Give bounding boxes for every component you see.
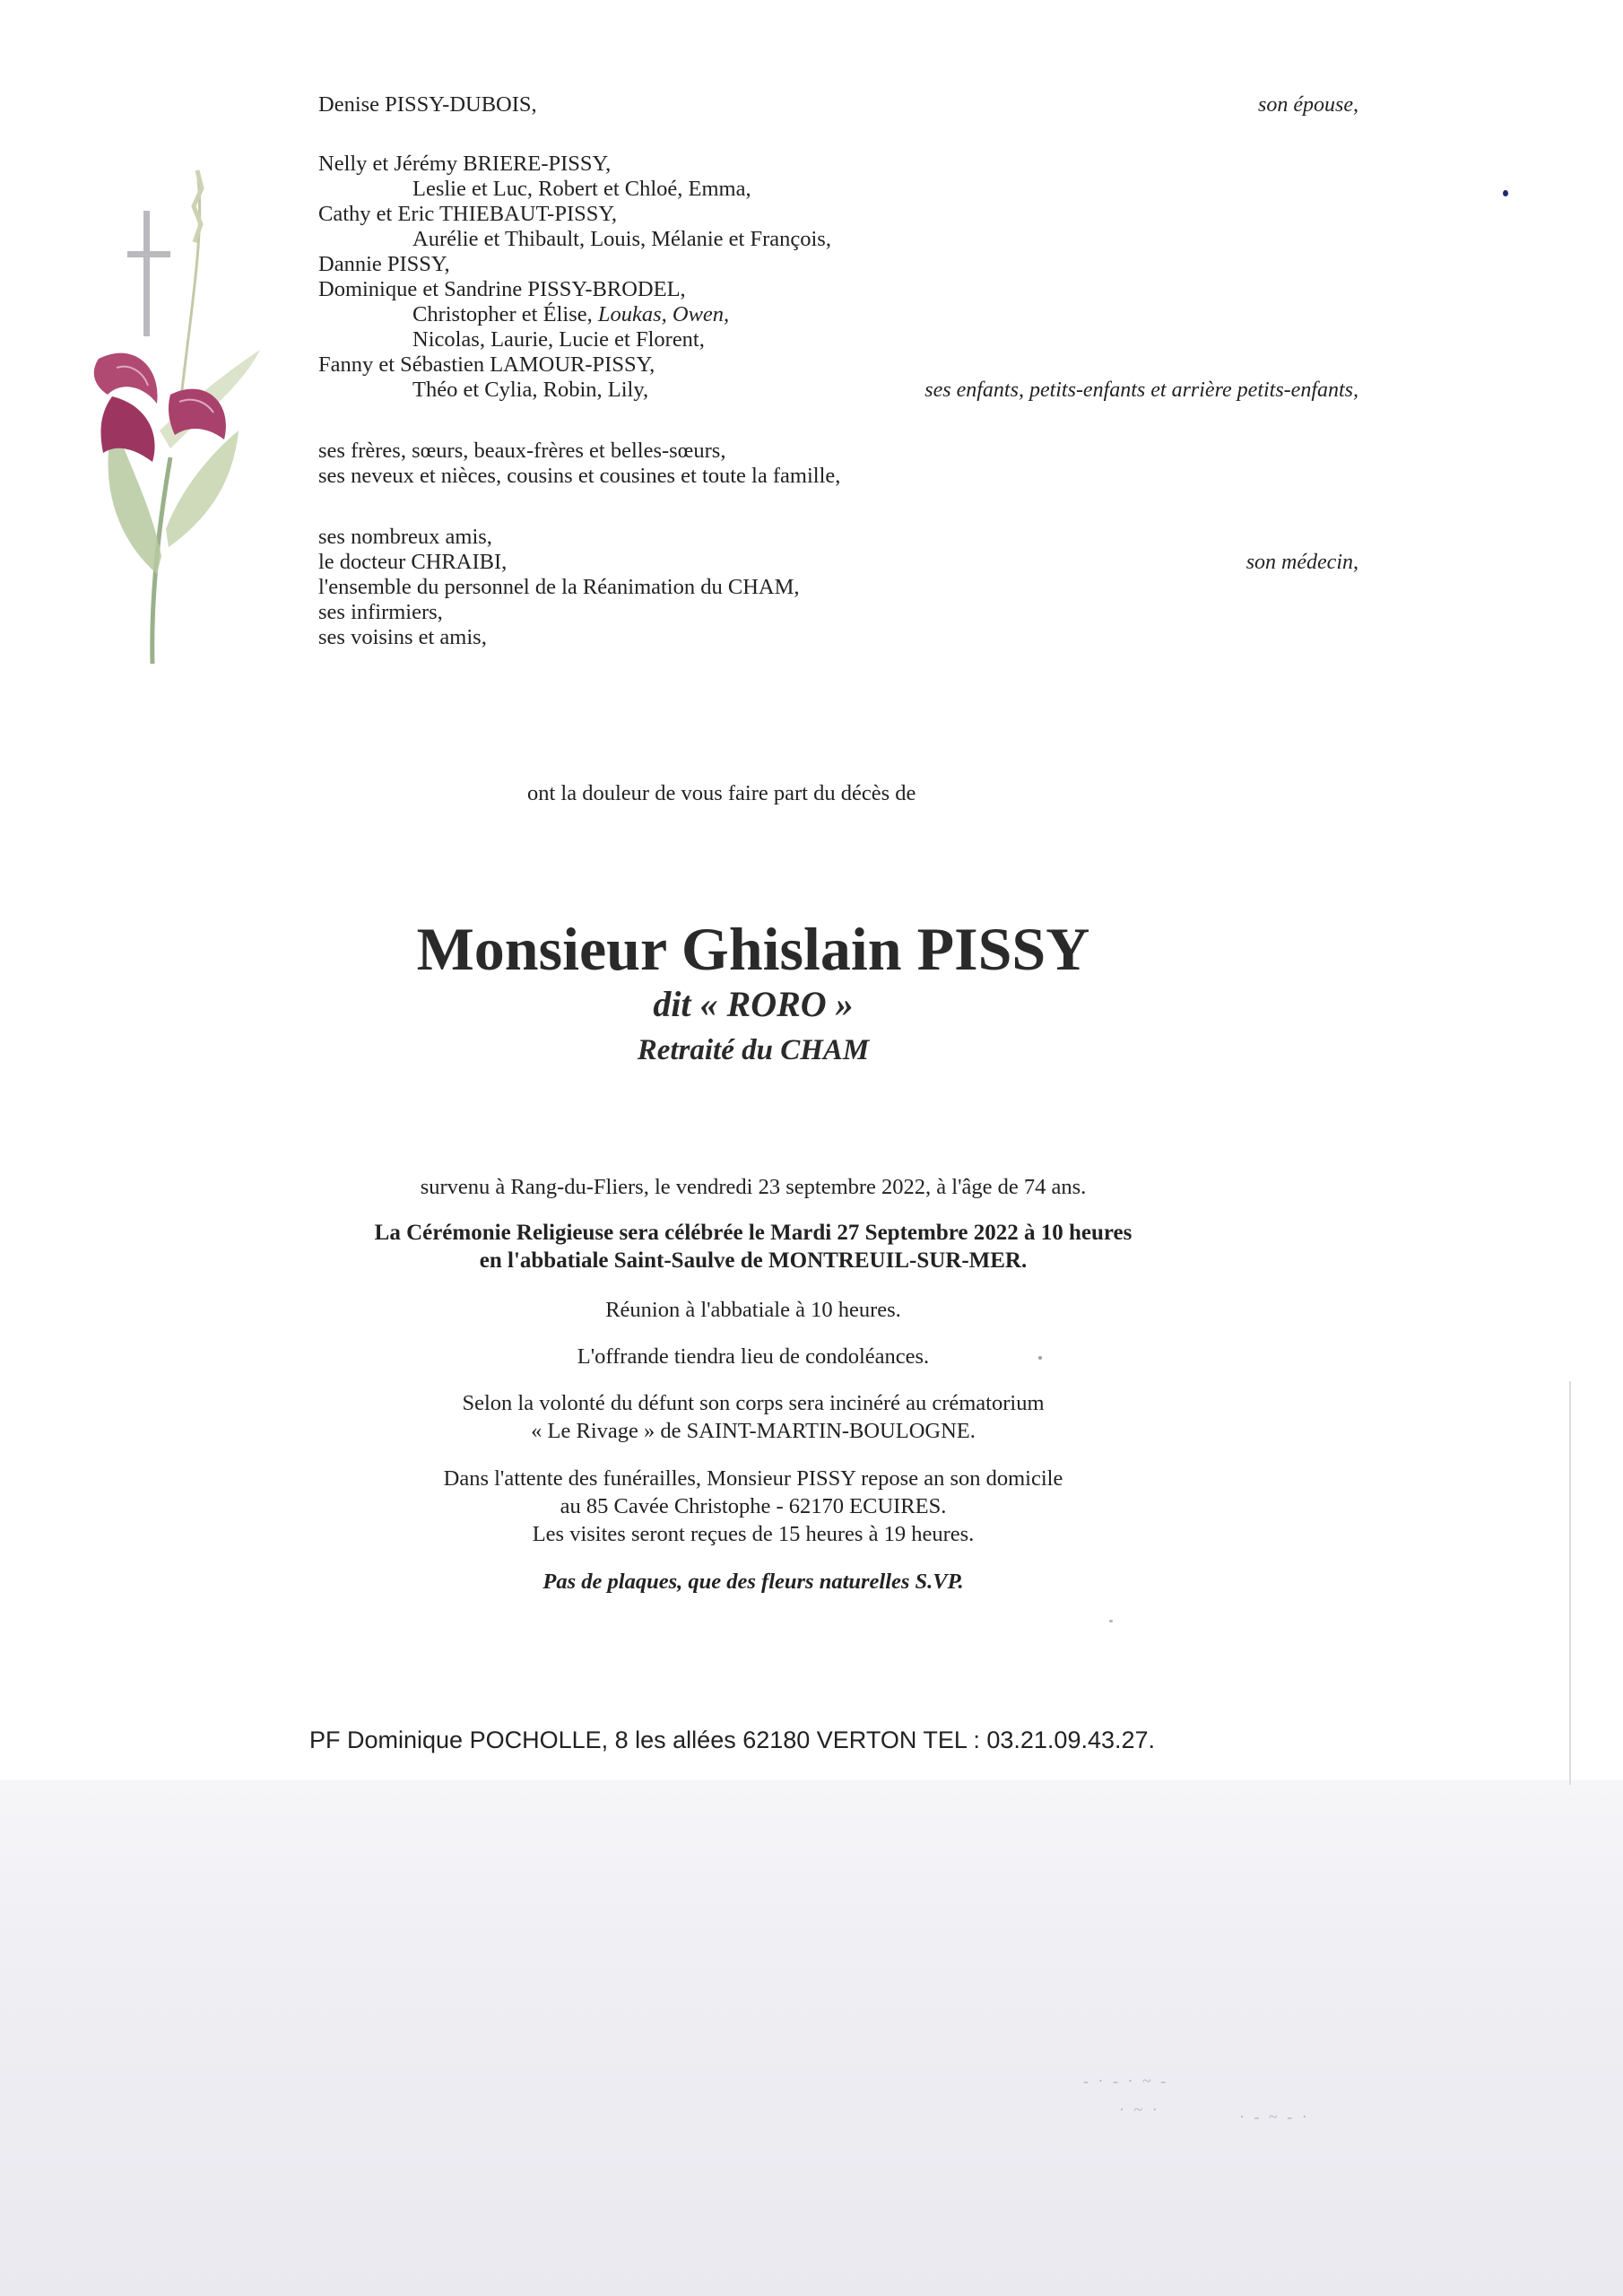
calla-lily-cross-illustration: [63, 161, 260, 664]
scan-shadow: [0, 1780, 1623, 2296]
scan-noise: · ~ ·: [1119, 2100, 1160, 2118]
ceremony-line-1: La Cérémonie Religieuse sera célébrée le Mardi 27 Septembre 2022 à 10 heures: [374, 1221, 1133, 1245]
meeting-line: Réunion à l'abbatiale à 10 heures.: [605, 1298, 901, 1322]
offering-line: L'offrande tiendra lieu de condoléances.: [577, 1344, 930, 1369]
deceased-nickname: dit « RORO »: [653, 984, 854, 1024]
siblings-line: ses frères, sœurs, beaux-frères et belles-sœurs,: [318, 439, 726, 463]
others-line: le docteur CHRAIBI,: [318, 550, 508, 574]
announcement: ont la douleur de vous faire part du décès de: [527, 781, 916, 805]
family-line: [412, 301, 729, 328]
cross-icon: [127, 211, 170, 336]
family-line: Nelly et Jérémy BRIERE-PISSY,: [318, 152, 612, 176]
others-line: ses voisins et amis,: [318, 625, 487, 649]
spouse-role: son épouse,: [1258, 93, 1358, 117]
family-line: Aurélie et Thibault, Louis, Mélanie et François,: [412, 227, 831, 251]
cremation-line-2: « Le Rivage » de SAINT-MARTIN-BOULOGNE.: [531, 1419, 976, 1443]
family-line: Dominique et Sandrine PISSY-BRODEL,: [318, 277, 686, 301]
scan-speck: [1109, 1620, 1113, 1622]
flowers-note: Pas de plaques, que des fleurs naturelles S.VP.: [542, 1570, 964, 1594]
spouse-name: Denise PISSY-DUBOIS,: [318, 92, 537, 117]
children-role: ses enfants, petits-enfants et arrière petits-enfants,: [924, 378, 1358, 402]
family-line: Nicolas, Laurie, Lucie et Florent,: [412, 327, 705, 352]
siblings-line: ses neveux et nièces, cousins et cousines et toute la famille,: [318, 464, 841, 488]
death-details: survenu à Rang-du-Fliers, le vendredi 23 septembre 2022, à l'âge de 74 ans.: [420, 1175, 1087, 1199]
scan-edge: [1569, 1381, 1571, 1785]
rest-line-1: Dans l'attente des funérailles, Monsieur PISSY repose an son domicile: [443, 1466, 1063, 1491]
funeral-home-footer: PF Dominique POCHOLLE, 8 les allées 62180 VERTON TEL : 03.21.09.43.27.: [309, 1726, 1156, 1753]
rest-line-3: Les visites seront reçues de 15 heures à 19 heures.: [532, 1522, 975, 1546]
others-line: l'ensemble du personnel de la Réanimation du CHAM,: [318, 575, 800, 599]
family-line: Théo et Cylia, Robin, Lily,: [412, 378, 649, 402]
scan-noise: - · - · ~ -: [1083, 2072, 1169, 2090]
cremation-line-1: Selon la volonté du défunt son corps sera incinéré au crématorium: [462, 1391, 1045, 1415]
doctor-role: son médecin,: [1245, 551, 1358, 574]
family-line-text: Christopher et Élise,: [412, 302, 598, 326]
family-line: Dannie PISSY,: [318, 252, 450, 276]
family-line: Fanny et Sébastien LAMOUR-PISSY,: [318, 352, 655, 377]
family-line: Leslie et Luc, Robert et Chloé, Emma,: [412, 177, 751, 201]
great-grandchildren: Loukas, Owen,: [597, 302, 730, 326]
ceremony-line-2: en l'abbatiale Saint-Saulve de MONTREUIL-SUR-MER.: [479, 1248, 1028, 1273]
deceased-title: Retraité du CHAM: [637, 1034, 870, 1066]
others-line: ses nombreux amis,: [318, 525, 492, 549]
rest-line-2: au 85 Cavée Christophe - 62170 ECUIRES.: [560, 1494, 947, 1518]
family-line: Cathy et Eric THIEBAUT-PISSY,: [318, 202, 618, 226]
scan-speck: [1503, 190, 1508, 196]
scan-noise: · - ~ - ·: [1239, 2108, 1310, 2126]
deceased-name: Monsieur Ghislain PISSY: [416, 915, 1090, 983]
others-line: ses infirmiers,: [318, 600, 443, 624]
